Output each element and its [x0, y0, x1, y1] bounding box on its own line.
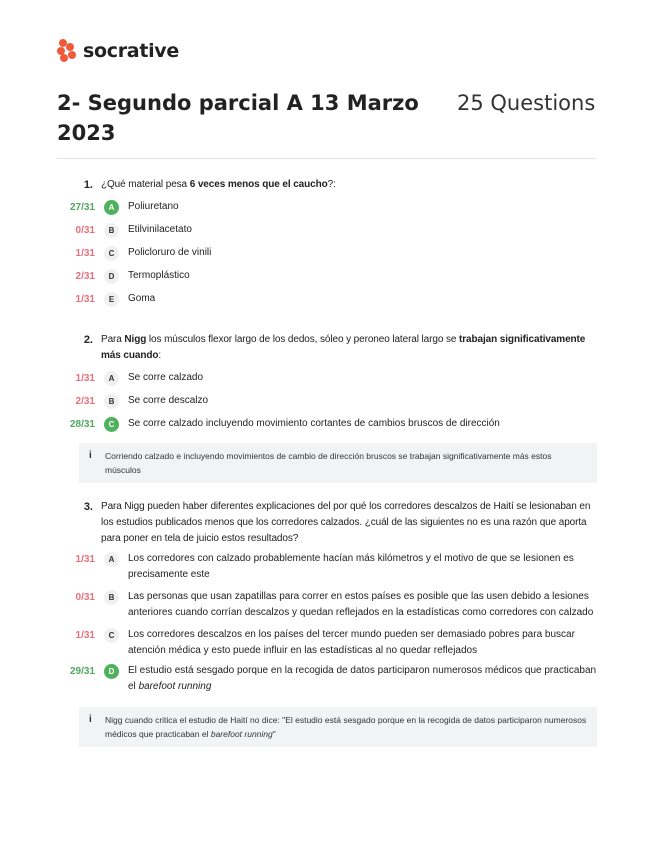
answer-row [57, 393, 597, 410]
answer-text: El estudio está sesgado porque en la recogida de datos participaron numerosos médicos que practicaban el barefoot running [128, 665, 597, 692]
answer-score: 2/31 [75, 396, 95, 407]
answer-row [57, 222, 597, 239]
answer-text: Los corredores con calzado probablemente hacían más kilómetros y el motivo de que se lesionen es precisamente este [128, 553, 574, 580]
explanation-text: Corriendo calzado e incluyendo movimientos de cambio de dirección bruscos se trabajan significativamente más estos músculos [105, 451, 552, 475]
question-number: 2. [83, 334, 93, 346]
question-3 [57, 499, 597, 747]
answer-score: 27/31 [69, 202, 95, 213]
answer-text: Etilvinilacetato [128, 224, 192, 235]
answer-score: 1/31 [75, 248, 95, 259]
answer-letter-badge: C [104, 417, 119, 432]
quiz-title: 2- Segundo parcial A 13 Marzo 2023 [57, 91, 419, 145]
question-text: ¿Qué material pesa 6 veces menos que el caucho?: [101, 179, 336, 190]
answer-score: 1/31 [75, 554, 95, 565]
answer-text: Las personas que usan zapatillas para correr en estos países es posible que las usen debido a lesiones anteriores cuando corrían descalzos y quedan reflejados en la estadísticas como corredores con calzado [128, 591, 594, 618]
question-number: 1. [83, 179, 93, 191]
answer-text: Poliuretano [128, 201, 179, 212]
answer-text: Se corre descalzo [128, 395, 209, 406]
answer-row [57, 551, 597, 583]
answer-text: Los corredores descalzos en los países del tercer mundo pueden ser demasiado pobres para buscar atención médica y esto puede influir en las estadísticas al no quedar reflejados [128, 629, 575, 656]
answer-text: Policloruro de vinili [128, 247, 212, 258]
answer-letter-badge: B [104, 590, 119, 605]
question-count: 25 Questions [457, 91, 596, 115]
answer-letter-badge: E [104, 292, 119, 307]
answer-score: 0/31 [75, 592, 95, 603]
answer-score: 0/31 [75, 225, 95, 236]
question-number: 3. [83, 501, 93, 513]
explanation-box [79, 707, 597, 747]
answer-text: Se corre calzado incluyendo movimiento cortantes de cambios bruscos de dirección [128, 418, 500, 429]
explanation-text: Nigg cuando critica el estudio de Haití no dice: "El estudio está sesgado porque en la recogida de datos participaron numerosos médicos que practicaban el barefoot running" [105, 715, 587, 739]
answer-row [57, 245, 597, 262]
answer-letter-badge: B [104, 394, 119, 409]
answer-row [57, 663, 597, 695]
answer-letter-badge: D [104, 664, 119, 679]
answer-row [57, 370, 597, 387]
brand-name: socrative [83, 40, 179, 62]
header-divider [57, 158, 596, 159]
answer-row [57, 199, 597, 216]
question-1 [57, 177, 597, 308]
answer-row [57, 589, 597, 621]
answer-row [57, 291, 597, 308]
answer-letter-badge: A [104, 200, 119, 215]
answer-score: 28/31 [69, 419, 95, 430]
answer-letter-badge: A [104, 371, 119, 386]
answer-row [57, 416, 597, 433]
answer-letter-badge: C [104, 246, 119, 261]
answer-row [57, 268, 597, 285]
socrative-logo-icon [57, 39, 77, 63]
info-icon: i [89, 714, 92, 725]
answer-text: Termoplástico [128, 270, 190, 281]
question-text: Para Nigg pueden haber diferentes explicaciones del por qué los corredores descalzos de Haití se lesionaban en los estudios publicados menos que los corredores calzados. ¿cuál de las siguientes no es una razón que aporta para poner en tela de juicio estos resultados? [101, 501, 591, 544]
info-icon: i [89, 450, 92, 461]
answer-letter-badge: C [104, 628, 119, 643]
answer-letter-badge: D [104, 269, 119, 284]
answer-letter-badge: B [104, 223, 119, 238]
answer-text: Goma [128, 293, 156, 304]
question-text: Para Nigg los músculos flexor largo de los dedos, sóleo y peroneo lateral largo se trabajan significativamente más cuando: [101, 334, 586, 361]
answer-text: Se corre calzado [128, 372, 204, 383]
answer-letter-badge: A [104, 552, 119, 567]
socrative-logo [57, 38, 179, 64]
answer-score: 2/31 [75, 271, 95, 282]
explanation-box [79, 443, 597, 483]
answer-row [57, 627, 597, 659]
question-2 [57, 332, 597, 483]
answer-score: 1/31 [75, 294, 95, 305]
answer-score: 29/31 [69, 666, 95, 677]
answer-score: 1/31 [75, 630, 95, 641]
answer-score: 1/31 [75, 373, 95, 384]
